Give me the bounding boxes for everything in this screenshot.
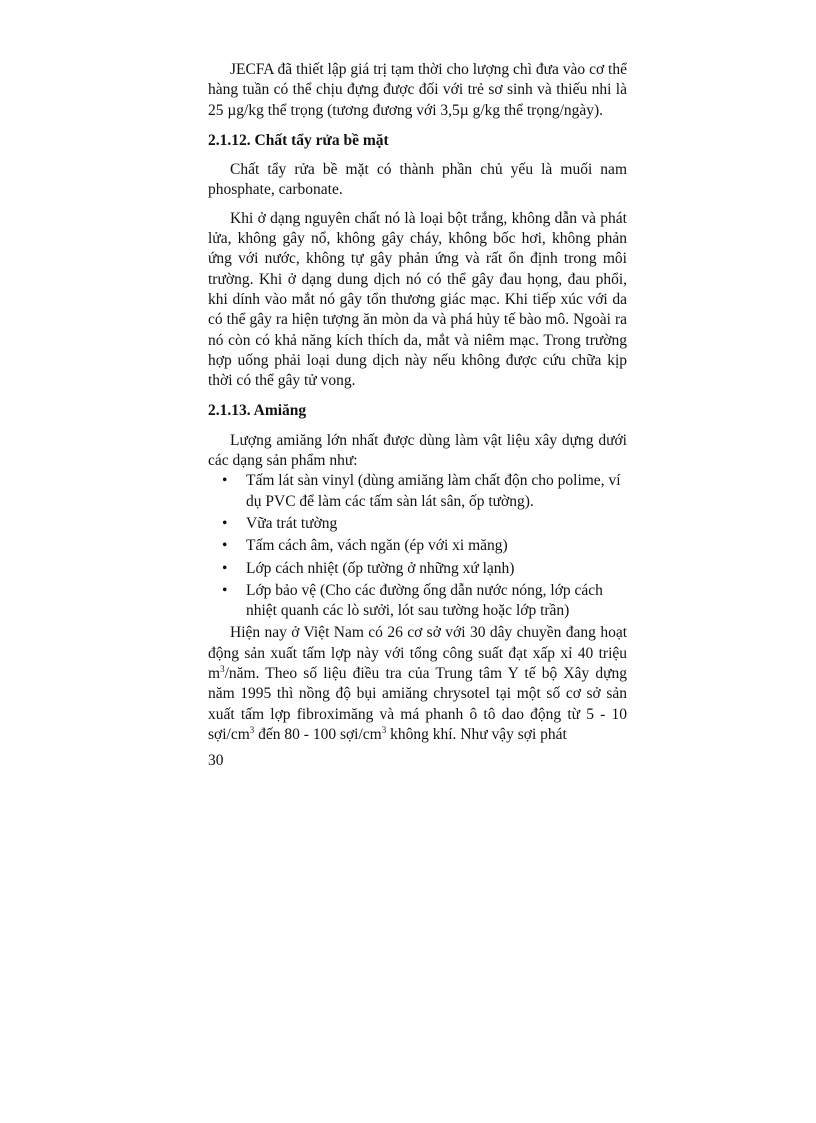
- list-item: • Tấm lát sàn vinyl (dùng amiăng làm chất độn cho polime, ví dụ PVC để làm các tấm sàn lát sân, ốp tường).: [222, 472, 621, 510]
- list-item: • Vữa trát tường: [246, 514, 627, 534]
- list-item: • Lớp bảo vệ (Cho các đường ống dẫn nước nóng, lớp cách nhiệt quanh các lò sưởi, lót sau tường hoặc lớp trần): [222, 581, 603, 620]
- document-page: [208, 60, 627, 753]
- list-item: • Lớp cách nhiệt (ốp tường ở những xứ lạnh): [246, 559, 627, 579]
- paragraph-jecfa: JECFA đã thiết lập giá trị tạm thời cho lượng chì đưa vào cơ thể hàng tuần có thể chịu đựng được đối với trẻ sơ sinh và thiếu nhi là 25 µg/kg thể trọng (tương đương với 3,5µ g/kg thể trọng/ngày).: [208, 61, 627, 119]
- bullet-icon: •: [222, 514, 228, 532]
- bullet-icon: •: [222, 537, 228, 555]
- paragraph-detergent-effects: Khi ở dạng nguyên chất nó là loại bột trắng, không dẫn và phát lửa, không gây nổ, không gây cháy, không bốc hơi, không phản ứng với nước, không tự gây phản ứng và rất ổn định trong môi trường. Khi ở dạng dung dịch nó có thể gây đau họng, đau phổi, khi dính vào mắt nó gây tổn thương giác mạc. Khi tiếp xúc với da có thể gây ra hiện tượng ăn mòn da và phá hủy tế bào mô. Ngoài ra nó còn có khả năng kích thích da, mắt và niêm mạc. Trong trường hợp uống phải loại dung dịch này nếu không được cứu chữa kịp thời có thể gây tử vong.: [208, 209, 627, 390]
- heading-2-1-12: 2.1.12. Chất tẩy rửa bề mặt: [208, 131, 389, 149]
- bullet-icon: •: [222, 581, 228, 599]
- paragraph-asbestos-vietnam: Hiện nay ở Việt Nam có 26 cơ sở với 30 dây chuyền đang hoạt động sản xuất tấm lợp này với tổng công suất đạt xấp xỉ 40 triệu $m^3$/năm. Theo số liệu điều tra của Trung tâm Y tế bộ Xây dựng năm 1995 thì nồng độ bụi amiăng chrysotel tại một số cơ sở sản xuất tấm lợp fibroximăng và má phanh ô tô dao động từ 5 - 10 sợi/$cm^3$ đến 80 - 100 sợi/$cm^3$ không khí. Như vậy sợi phát: [208, 624, 627, 743]
- paragraph-asbestos-intro: Lượng amiăng lớn nhất được dùng làm vật liệu xây dựng dưới các dạng sản phẩm như:: [208, 431, 627, 470]
- bullet-icon: •: [222, 559, 228, 577]
- list-item: • Tấm cách âm, vách ngăn (ép với xi măng): [246, 536, 627, 556]
- page-number: 30: [208, 752, 224, 769]
- bullet-icon: •: [222, 472, 228, 490]
- heading-2-1-13: 2.1.13. Amiăng: [208, 402, 307, 420]
- asbestos-products-list: [208, 471, 627, 621]
- paragraph-detergent-composition: Chất tẩy rửa bề mặt có thành phần chủ yếu là muối nam phosphate, carbonate.: [208, 161, 627, 199]
